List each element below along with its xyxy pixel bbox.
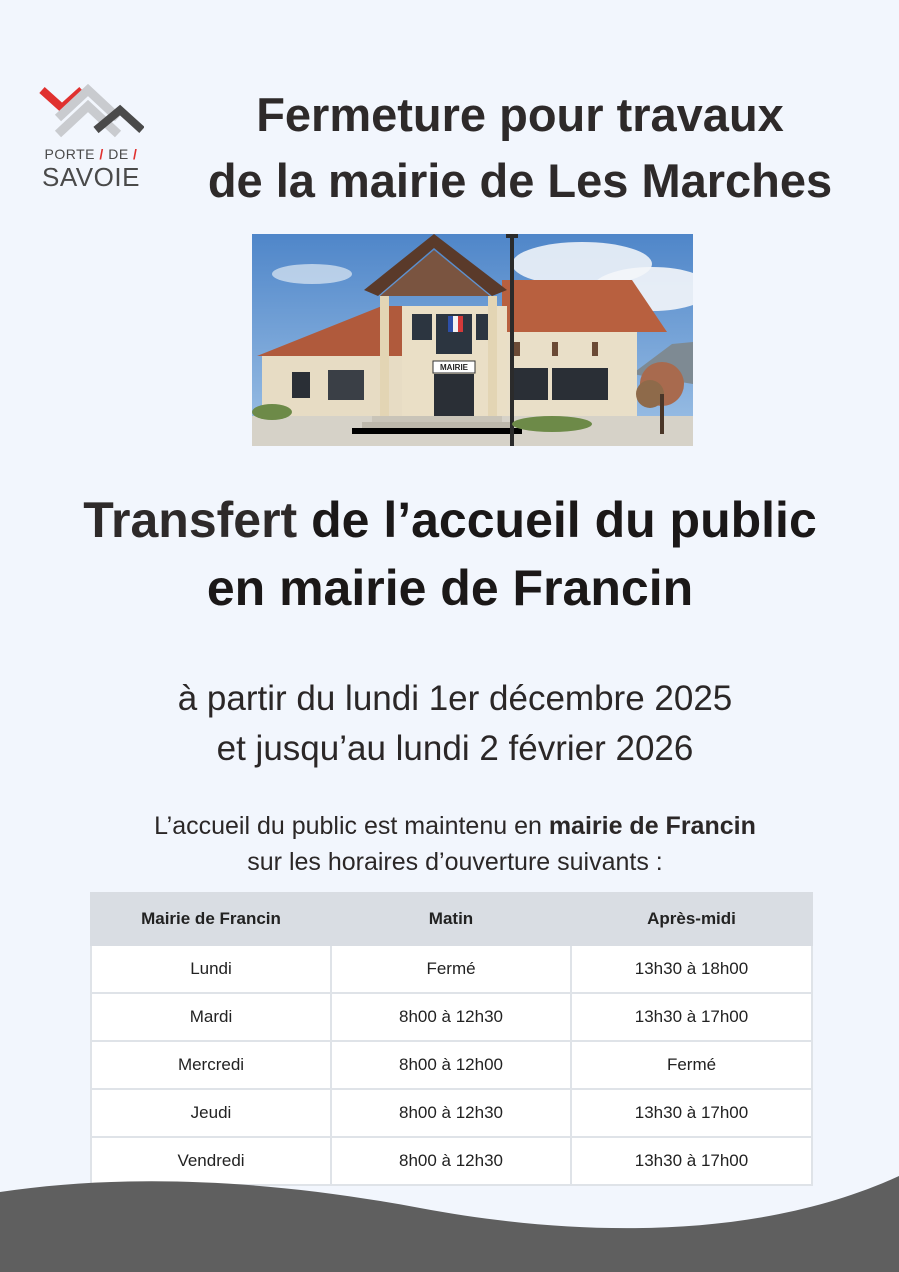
afternoon-cell: 13h30 à 18h00 xyxy=(571,945,812,993)
transfer-heading-line-2: en mairie de Francin xyxy=(206,560,694,616)
table-row xyxy=(91,1041,812,1089)
day-cell: Mardi xyxy=(91,993,331,1041)
info-line-1: L’accueil du public est maintenu en mairie de Francin xyxy=(154,812,756,840)
day-cell: Mercredi xyxy=(91,1041,331,1089)
day-cell: Lundi xyxy=(91,945,331,993)
table-row xyxy=(91,1089,812,1137)
title-line-2: de la mairie de Les Marches xyxy=(207,154,833,207)
afternoon-cell: 13h30 à 17h00 xyxy=(571,1089,812,1137)
info-line-2: sur les horaires d’ouverture suivants : xyxy=(247,848,663,876)
table-header-row xyxy=(91,893,812,945)
logo-text-top: PORTE / DE / xyxy=(44,146,138,162)
porte-de-savoie-logo xyxy=(38,82,144,192)
page-title xyxy=(180,82,860,214)
table-row xyxy=(91,945,812,993)
info-text xyxy=(40,808,870,880)
logo-text-bottom: SAVOIE xyxy=(42,162,140,192)
mairie-sign: MAIRIE xyxy=(440,363,468,372)
afternoon-cell: Fermé xyxy=(571,1041,812,1089)
afternoon-cell: 13h30 à 17h00 xyxy=(571,993,812,1041)
morning-cell: 8h00 à 12h30 xyxy=(331,993,571,1041)
opening-hours-table xyxy=(90,892,813,1186)
table-row xyxy=(91,993,812,1041)
title-line-1: Fermeture pour travaux xyxy=(256,88,784,141)
date-start: à partir du lundi 1er décembre 2025 xyxy=(177,679,733,718)
day-cell: Vendredi xyxy=(91,1137,331,1185)
decorative-wave xyxy=(0,1170,899,1272)
morning-cell: 8h00 à 12h30 xyxy=(331,1137,571,1185)
morning-cell: 8h00 à 12h00 xyxy=(331,1041,571,1089)
column-header: Après-midi xyxy=(571,893,812,945)
column-header: Matin xyxy=(331,893,571,945)
town-hall-photo xyxy=(252,234,693,446)
morning-cell: Fermé xyxy=(331,945,571,993)
morning-cell: 8h00 à 12h30 xyxy=(331,1089,571,1137)
transfer-heading-line-1: Transfert de l’accueil du public xyxy=(83,492,817,548)
chevron-logo-icon xyxy=(38,82,144,144)
transfer-heading xyxy=(40,486,860,622)
date-end: et jusqu’au lundi 2 février 2026 xyxy=(216,729,694,768)
column-header: Mairie de Francin xyxy=(91,893,331,945)
date-range xyxy=(40,674,870,774)
afternoon-cell: 13h30 à 17h00 xyxy=(571,1137,812,1185)
day-cell: Jeudi xyxy=(91,1089,331,1137)
